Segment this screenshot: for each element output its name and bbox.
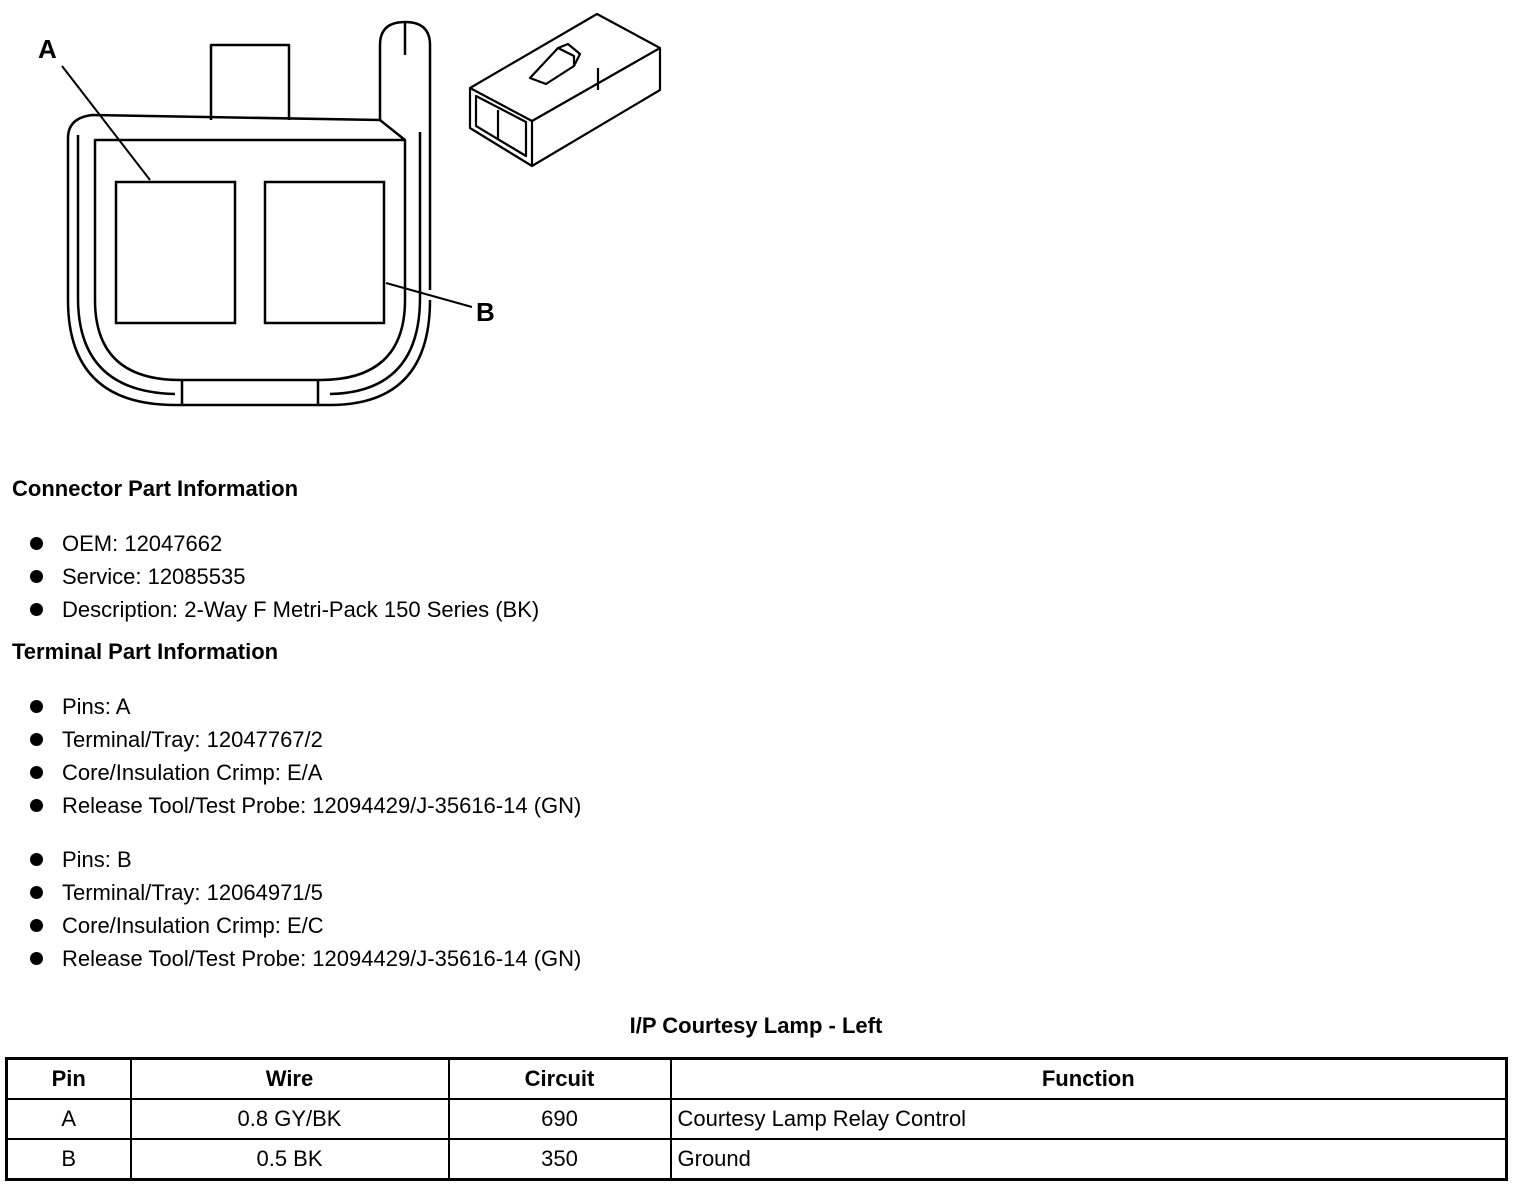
- table-row: [7, 1099, 1507, 1139]
- bullet-icon: [30, 700, 43, 713]
- cavity-a: [116, 182, 235, 323]
- bullet-icon: [30, 570, 43, 583]
- list-item: Service: 12085535: [28, 560, 539, 593]
- list-item: Release Tool/Test Probe: 12094429/J-35616-14 (GN): [28, 942, 581, 975]
- list-item: Core/Insulation Crimp: E/A: [28, 756, 581, 789]
- table-header-row: [7, 1059, 1507, 1100]
- list-item: Release Tool/Test Probe: 12094429/J-35616-14 (GN): [28, 789, 581, 822]
- list-item: Core/Insulation Crimp: E/C: [28, 909, 581, 942]
- callout-b: B: [476, 297, 495, 327]
- cell-circuit: 690: [449, 1099, 671, 1139]
- table-title: I/P Courtesy Lamp - Left: [629, 1013, 883, 1038]
- bullet-icon: [30, 886, 43, 899]
- cell-wire: 0.8 GY/BK: [131, 1099, 449, 1139]
- cell-pin: A: [7, 1099, 131, 1139]
- list-item: Terminal/Tray: 12064971/5: [28, 876, 581, 909]
- connector-part-info-heading: Connector Part Information: [12, 476, 299, 501]
- cell-wire: 0.5 BK: [131, 1139, 449, 1180]
- cell-pin: B: [7, 1139, 131, 1180]
- list-item: Pins: A: [28, 690, 581, 723]
- bullet-icon: [30, 733, 43, 746]
- bullet-icon: [30, 952, 43, 965]
- bullet-icon: [30, 537, 43, 550]
- connector-isometric-view: [470, 14, 660, 166]
- list-item: OEM: 12047662: [28, 527, 539, 560]
- terminal-part-info-heading: Terminal Part Information: [12, 639, 279, 664]
- column-header-wire: Wire: [131, 1059, 449, 1100]
- terminal-pin-a-list: [28, 690, 581, 822]
- column-header-circuit: Circuit: [449, 1059, 671, 1100]
- pin-table: [5, 1057, 1508, 1181]
- cell-circuit: 350: [449, 1139, 671, 1180]
- column-header-function: Function: [671, 1059, 1507, 1100]
- cavity-b: [265, 182, 384, 323]
- bullet-icon: [30, 799, 43, 812]
- cell-function: Courtesy Lamp Relay Control: [671, 1099, 1507, 1139]
- column-header-pin: Pin: [7, 1059, 131, 1100]
- bullet-icon: [30, 919, 43, 932]
- cell-function: Ground: [671, 1139, 1507, 1180]
- connector-diagram: [0, 0, 700, 420]
- list-item: Description: 2-Way F Metri-Pack 150 Series (BK): [28, 593, 539, 626]
- list-item: Pins: B: [28, 843, 581, 876]
- terminal-pin-b-list: [28, 843, 581, 975]
- list-item: Terminal/Tray: 12047767/2: [28, 723, 581, 756]
- bullet-icon: [30, 853, 43, 866]
- bullet-icon: [30, 766, 43, 779]
- connector-face-outline: [68, 22, 430, 405]
- bullet-icon: [30, 603, 43, 616]
- callout-a: A: [38, 34, 57, 64]
- leader-line-a: [62, 66, 150, 180]
- table-row: [7, 1139, 1507, 1180]
- connector-part-info-list: [28, 527, 539, 626]
